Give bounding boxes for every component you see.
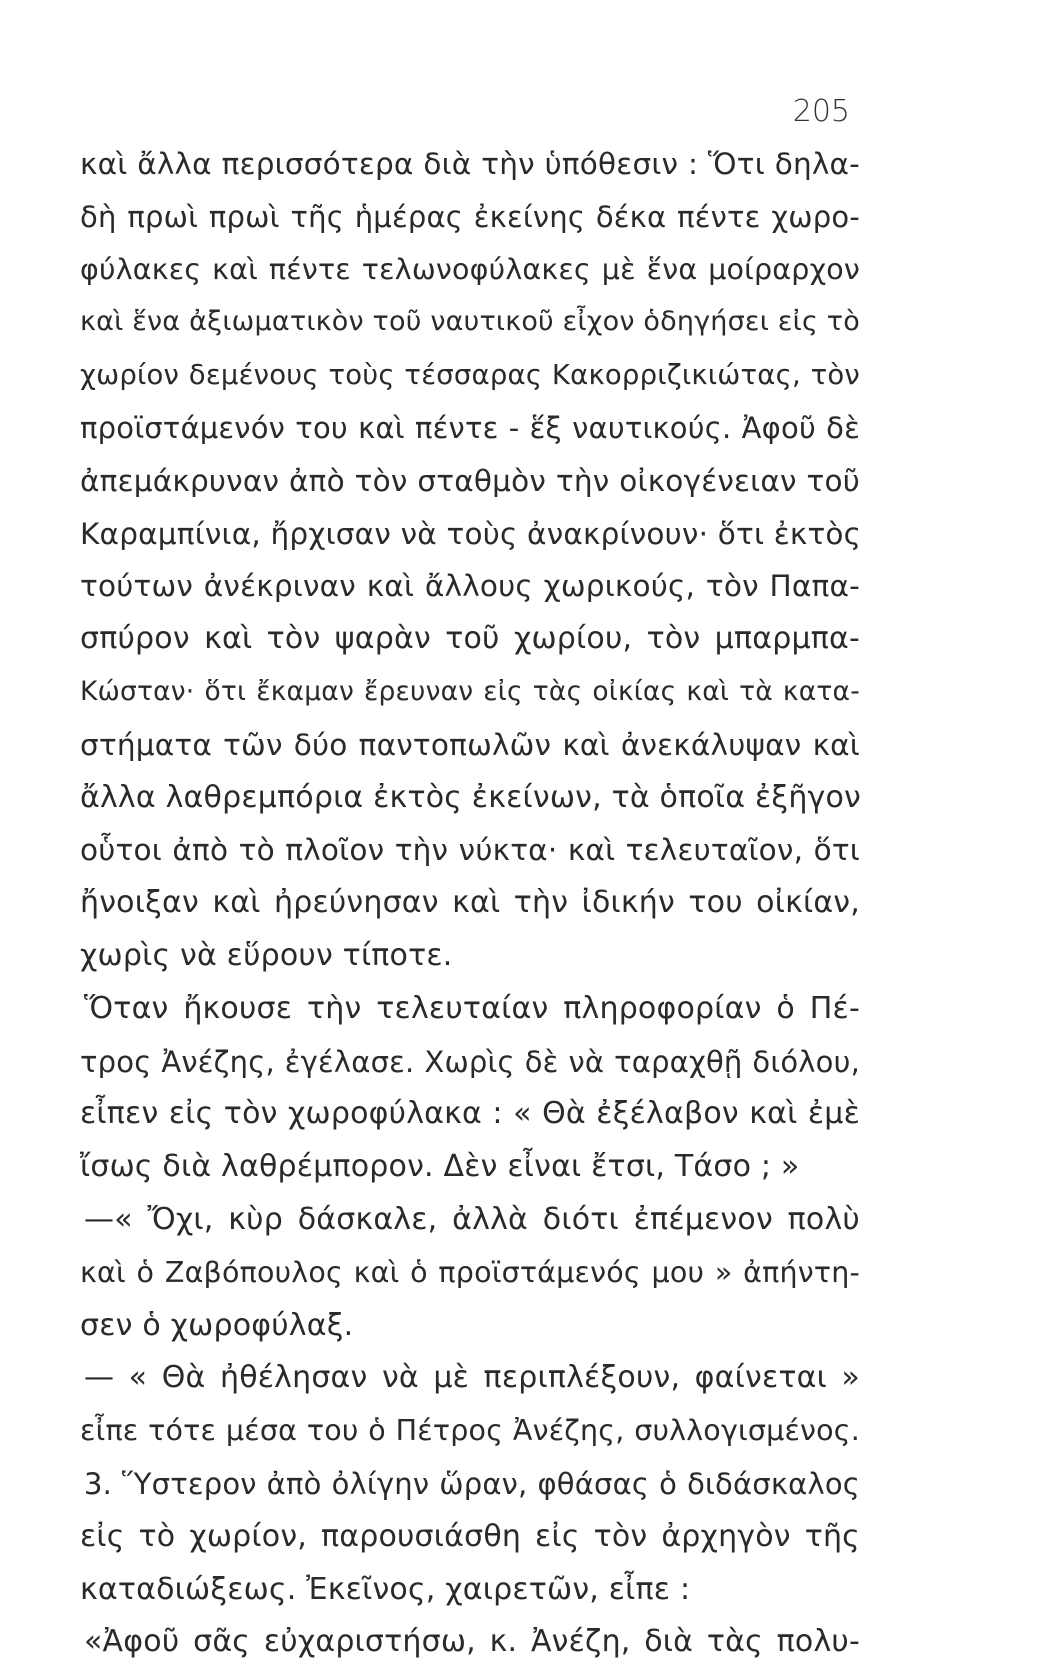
text-line: 3. Ὕστερον ἀπὸ ὀλίγην ὥραν, φθάσας ὁ διδάσκαλος [84,1466,860,1501]
text-line: οὗτοι ἀπὸ τὸ πλοῖον τὴν νύκτα· καὶ τελευταῖον, ὅτι [80,833,860,868]
text-line: Ὅταν ἤκουσε τὴν τελευταίαν πληροφορίαν ὁ Πέ- [84,990,860,1026]
text-line: εἶπε τότε μέσα του ὁ Πέτρος Ἀνέζης, συλλογισμένος. [80,1414,860,1448]
text-line: ἀπεμάκρυναν ἀπὸ τὸν σταθμὸν τὴν οἰκογένειαν τοῦ [80,463,860,498]
text-line: καὶ ὁ Ζαβόπουλος καὶ ὁ προϊστάμενός μου » ἀπήντη- [80,1255,860,1289]
text-line: χωρὶς νὰ εὕρουν τίποτε. [80,937,453,973]
text-line: φύλακες καὶ πέντε τελωνοφύλακες μὲ ἕνα μοίραρχον [80,252,860,286]
text-line: σπύρον καὶ τὸν ψαρὰν τοῦ χωρίου, τὸν μπαρμπα- [80,621,860,657]
text-line: δὴ πρωὶ πρωὶ τῆς ἡμέρας ἐκείνης δέκα πέντε χωρο- [80,199,860,234]
text-line: καὶ ἄλλα περισσότερα διὰ τὴν ὑπόθεσιν : Ὅτι δηλα- [80,147,860,181]
text-line: καταδιώξεως. Ἐκεῖνος, χαιρετῶν, εἶπε : [80,1571,691,1607]
text-line: σεν ὁ χωροφύλαξ. [80,1307,354,1343]
text-line: στήματα τῶν δύο παντοπωλῶν καὶ ἀνεκάλυψαν καὶ [80,727,860,762]
page-number: 205 [792,94,850,129]
text-line: τούτων ἀνέκριναν καὶ ἄλλους χωρικούς, τὸν Παπα- [80,569,860,604]
text-line: χωρίον δεμένους τοὺς τέσσαρας Κακορριζικιώτας, τὸν [80,359,860,392]
text-line: ἴσως διὰ λαθρέμπορον. Δὲν εἶναι ἔτσι, Τάσο ; » [80,1149,800,1185]
text-line: τρος Ἀνέζης, ἐγέλασε. Χωρὶς δὲ νὰ ταραχθῇ διόλου, [80,1044,860,1079]
text-line: —« Ὄχι, κὺρ δάσκαλε, ἀλλὰ διότι ἐπέμενον πολὺ [84,1201,860,1237]
text-line: εἰς τὸ χωρίον, παρουσιάσθη εἰς τὸν ἀρχηγὸν τῆς [80,1518,860,1554]
text-line: ἄλλα λαθρεμπόρια ἐκτὸς ἐκείνων, τὰ ὁποῖα ἐξῆγον [80,779,862,815]
text-line: ἤνοιξαν καὶ ἠρεύνησαν καὶ τὴν ἰδικήν του οἰκίαν, [80,885,860,921]
text-line: καὶ ἕνα ἀξιωματικὸν τοῦ ναυτικοῦ εἶχον ὁδηγήσει εἰς τὸ [80,306,860,338]
text-line: — « Θὰ ἠθέλησαν νὰ μὲ περιπλέξουν, φαίνεται » [84,1360,860,1396]
text-line: «Ἀφοῦ σᾶς εὐχαριστήσω, κ. Ἀνέζη, διὰ τὰς πολυ- [84,1624,860,1660]
text-line: εἶπεν εἰς τὸν χωροφύλακα : « Θὰ ἐξέλαβον καὶ ἐμὲ [80,1096,860,1132]
text-line: προϊστάμενόν του καὶ πέντε - ἕξ ναυτικούς. Ἀφοῦ δὲ [80,410,860,445]
body-text [80,138,860,1669]
text-line: Καραμπίνια, ἤρχισαν νὰ τοὺς ἀνακρίνουν· ὅτι ἐκτὸς [80,516,862,551]
text-line: Κώσταν· ὅτι ἔκαμαν ἔρευναν εἰς τὰς οἰκίας καὶ τὰ κατα- [80,675,860,707]
